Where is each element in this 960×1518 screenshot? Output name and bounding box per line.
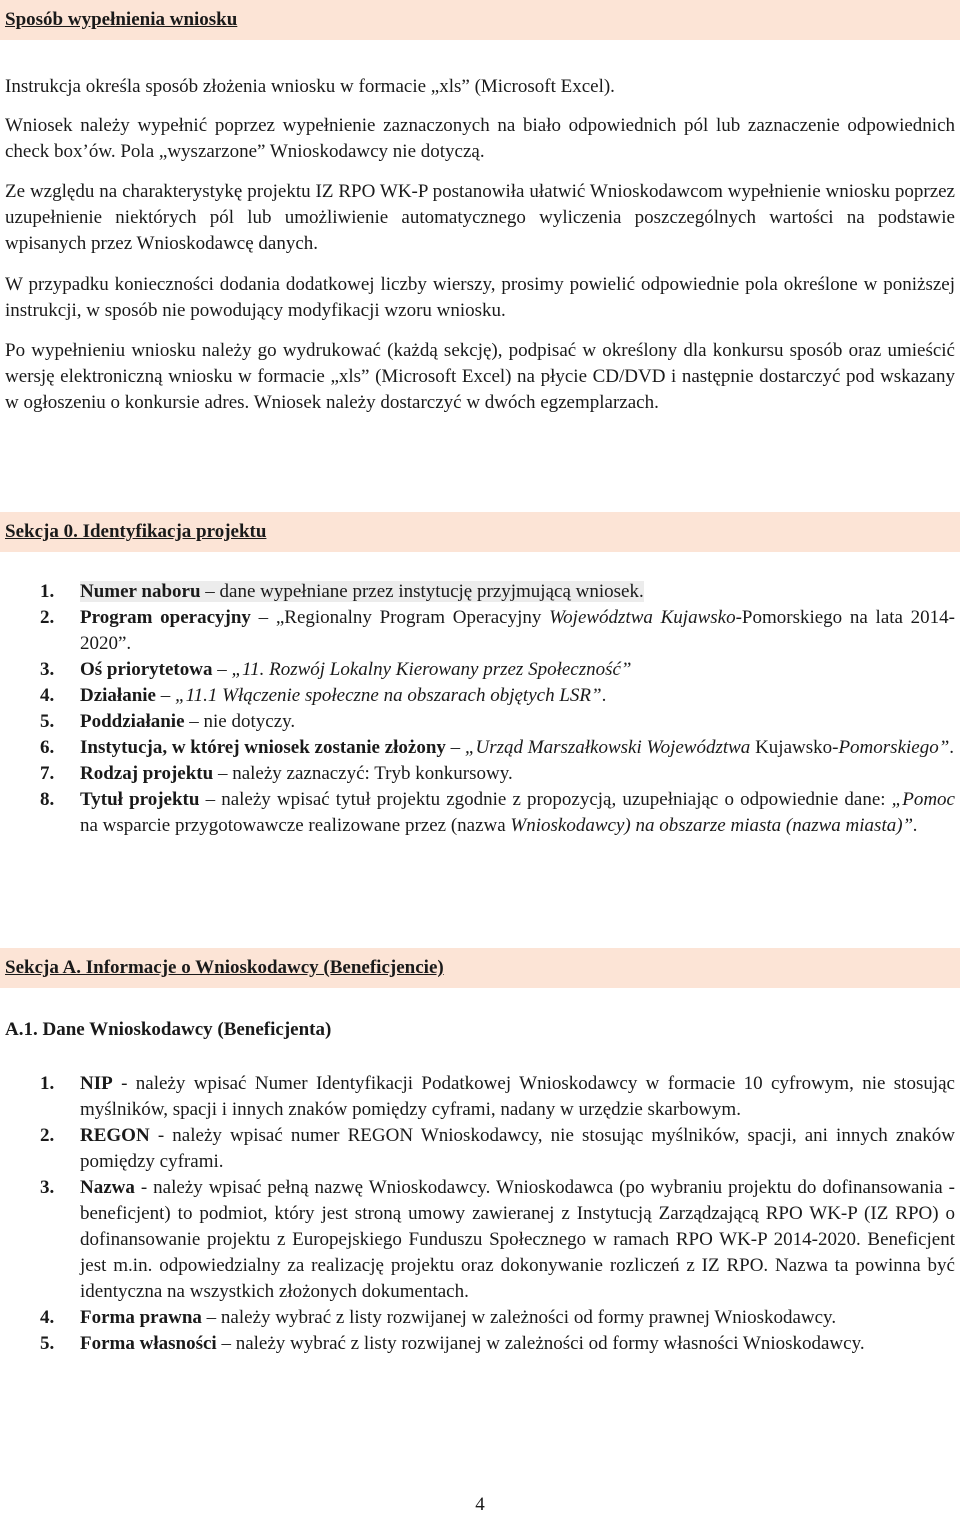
- list-item-rodzaj-projektu: [0, 761, 960, 787]
- item-text: –: [156, 685, 175, 706]
- list-item-nazwa: [0, 1175, 960, 1305]
- list-item-instytucja: [0, 735, 960, 761]
- item-text: – należy zaznaczyć: Tryb konkursowy.: [213, 763, 513, 784]
- list-item-os-priorytetowa: [0, 657, 960, 683]
- item-label: Forma własności: [80, 1333, 217, 1354]
- sekcja-a-list: [0, 1071, 960, 1357]
- item-text: - należy wpisać Numer Identyfikacji Podatkowej Wnioskodawcy w formacie 10 cyfrowym, nie stosując myślników, spacji i innych znaków pomiędzy cyframi, nadany w urzędzie skarbowym.: [80, 1073, 955, 1120]
- item-label: Rodzaj projektu: [80, 763, 214, 784]
- item-text-italic: „Pomoc: [891, 789, 955, 810]
- item-text: na wsparcie przygotowawcze realizowane przez (nazwa: [80, 815, 511, 836]
- list-item-nip: [0, 1071, 960, 1123]
- intro-paragraph-2: Wniosek należy wypełnić poprzez wypełnienie zaznaczonych na biało odpowiednich pól lub zaznaczenie odpowiednich check box’ów. Pola „wyszarzone” Wnioskodawcy nie dotyczą.: [5, 115, 955, 162]
- item-number: 2.: [40, 1125, 55, 1146]
- item-text: –: [445, 737, 465, 758]
- list-item-forma-wlasnosci: [0, 1331, 960, 1357]
- section-header-sekcja-a: [0, 948, 960, 988]
- item-text: .: [949, 737, 955, 758]
- item-label: Działanie: [80, 685, 156, 706]
- item-number: 4.: [40, 685, 55, 706]
- item-text: – nie dotyczy.: [184, 711, 296, 732]
- item-number: 8.: [40, 789, 55, 810]
- section-header-intro: [0, 0, 960, 40]
- item-text: – dane wypełniane przez instytucję przyjmującą wniosek.: [200, 581, 644, 602]
- item-label: Nazwa: [80, 1177, 135, 1198]
- item-text: - należy wpisać numer REGON Wnioskodawcy, nie stosując myślników, spacji, ani innych znaków pomiędzy cyframi.: [80, 1125, 955, 1172]
- item-text: .: [601, 685, 607, 706]
- item-number: 5.: [40, 711, 55, 732]
- item-text-italic: „11.1 Włączenie społeczne na obszarach objętych LSR”: [175, 685, 602, 706]
- section-title: Sekcja A. Informacje o Wnioskodawcy (Beneficjencie): [5, 957, 444, 978]
- item-text-italic: „11. Rozwój Lokalny Kierowany przez Społeczność”: [231, 659, 632, 680]
- item-text-italic: Pomorskiego”: [838, 737, 950, 758]
- item-label: Instytucja, w której wniosek zostanie złożony: [80, 737, 446, 758]
- item-number: 7.: [40, 763, 55, 784]
- item-text-italic: Województwa Kujawsko-: [549, 607, 742, 628]
- intro-paragraph-3: Ze względu na charakterystykę projektu IZ RPO WK-P postanowiła ułatwić Wnioskodawcom wypełnienie wniosku poprzez uzupełnienie niektórych pól lub umożliwienie automatycznego wyliczenia poszczególnych wartości na podstawie wpisanych przez Wnioskodawcę danych.: [5, 181, 955, 254]
- intro-paragraph-4: W przypadku konieczności dodania dodatkowej liczby wierszy, prosimy powielić odpowiednie pola określone w poniższej instrukcji, w sposób nie powodujący modyfikacji wzoru wniosku.: [5, 274, 955, 321]
- list-item-forma-prawna: [0, 1305, 960, 1331]
- item-text: – należy wybrać z listy rozwijanej w zależności od formy własności Wnioskodawcy.: [216, 1333, 865, 1354]
- item-text: – „Regionalny Program Operacyjny: [250, 607, 550, 628]
- item-text-italic: „Urząd Marszałkowski Województwa: [464, 737, 751, 758]
- item-text: – należy wybrać z listy rozwijanej w zależności od formy prawnej Wnioskodawcy.: [201, 1307, 837, 1328]
- section-title: Sekcja 0. Identyfikacja projektu: [5, 521, 267, 542]
- item-number: 3.: [40, 1177, 55, 1198]
- section-title: Sposób wypełnienia wniosku: [5, 9, 238, 30]
- item-number: 1.: [40, 581, 55, 602]
- section-header-sekcja-0: [0, 512, 960, 552]
- item-text: – należy wpisać tytuł projektu zgodnie z propozycją, uzupełniając o odpowiednie dane:: [199, 789, 892, 810]
- item-number: 1.: [40, 1073, 55, 1094]
- item-label: Tytuł projektu: [80, 789, 200, 810]
- item-text: - należy wpisać pełną nazwę Wnioskodawcy. Wnioskodawca (po wybraniu projektu do dofinansowania - beneficjent) to podmiot, który jest stroną umowy zawieranej z Instytucją Zarządzającą RPO WK-P (IZ RPO) o dofinansowanie projektu z Europejskiego Funduszu Społecznego w ramach RPO WK-P 2014-2020. Beneficjent jest m.in. odpowiedzialny za realizację projektu oraz dokonywanie rozliczeń z IZ RPO. Nazwa ta powinna być identyczna na wszystkich złożonych dokumentach.: [80, 1177, 955, 1302]
- item-label: Numer naboru: [80, 581, 201, 602]
- list-item-tytul-projektu: [0, 787, 960, 839]
- intro-paragraph-1: Instrukcja określa sposób złożenia wniosku w formacie „xls” (Microsoft Excel).: [5, 76, 615, 97]
- sekcja-0-list: [0, 579, 960, 839]
- grey-highlight: [80, 581, 644, 602]
- item-label: Program operacyjny: [80, 607, 251, 628]
- item-text-italic: Wnioskodawcy) na obszarze miasta (nazwa miasta)”.: [510, 815, 918, 836]
- item-number: 3.: [40, 659, 55, 680]
- list-item-dzialanie: [0, 683, 960, 709]
- item-label: NIP: [80, 1073, 113, 1094]
- item-label: Poddziałanie: [80, 711, 185, 732]
- item-text: Kujawsko-: [750, 737, 839, 758]
- list-item-program-operacyjny: [0, 605, 960, 657]
- intro-paragraph-5: Po wypełnieniu wniosku należy go wydrukować (każdą sekcję), podpisać w określony dla konkursu sposób oraz umieścić wersję elektroniczną wniosku w formacie „xls” (Microsoft Excel) na płycie CD/DVD i następnie dostarczyć pod wskazany w ogłoszeniu o konkursie adres. Wniosek należy dostarczyć w dwóch egzemplarzach.: [5, 340, 955, 413]
- item-number: 5.: [40, 1333, 55, 1354]
- list-item-regon: [0, 1123, 960, 1175]
- item-text: –: [212, 659, 232, 680]
- item-number: 2.: [40, 607, 55, 628]
- item-number: 6.: [40, 737, 55, 758]
- page-number: 4: [475, 1494, 485, 1515]
- subsection-heading: A.1. Dane Wnioskodawcy (Beneficjenta): [5, 1019, 332, 1040]
- item-number: 4.: [40, 1307, 55, 1328]
- item-text: Pomorskiego na lata 2014-2020”.: [80, 607, 956, 654]
- item-label: Forma prawna: [80, 1307, 202, 1328]
- list-item-poddzialanie: [0, 709, 960, 735]
- item-label: REGON: [80, 1125, 150, 1146]
- list-item-numer-naboru: [0, 579, 960, 605]
- item-label: Oś priorytetowa: [80, 659, 213, 680]
